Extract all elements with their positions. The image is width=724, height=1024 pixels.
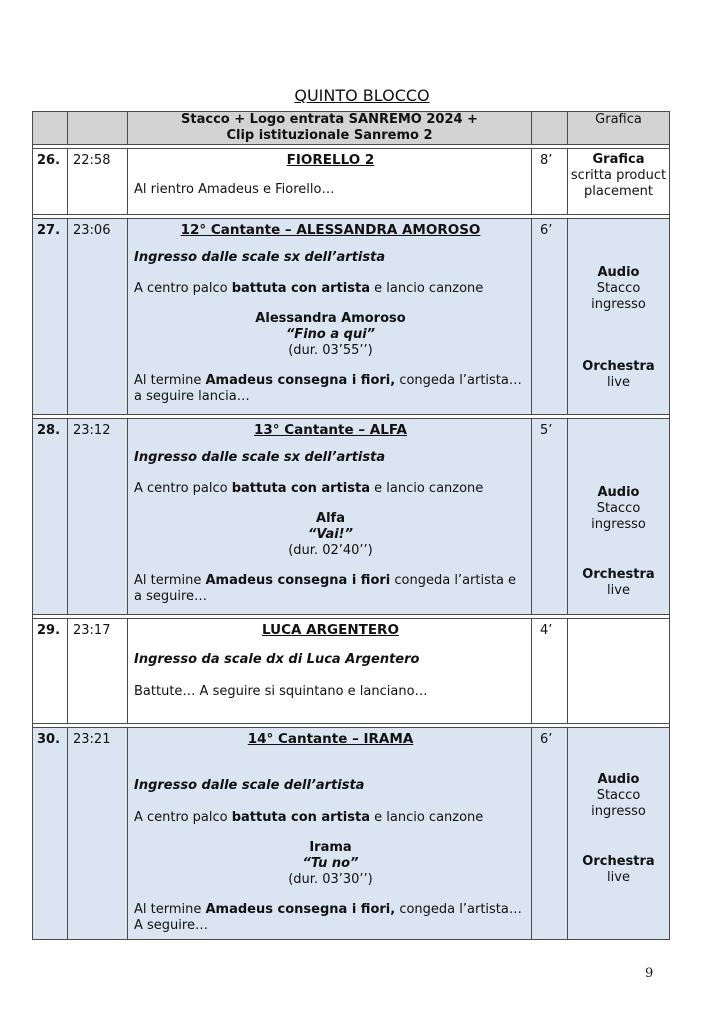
table-row	[33, 219, 670, 415]
row-number: 30.	[33, 728, 68, 940]
audio-sub: Stacco ingresso	[591, 281, 646, 312]
block-title: QUINTO BLOCCO	[294, 86, 430, 105]
song-title: “Fino a qui”	[285, 327, 376, 342]
orchestra-sub: live	[607, 375, 630, 390]
row-side-notes	[568, 419, 670, 615]
row-time: 22:58	[68, 149, 128, 215]
row-side-notes	[568, 219, 670, 415]
row-content	[128, 219, 532, 415]
row-side-notes	[568, 728, 670, 940]
page-number: 9	[645, 966, 654, 981]
row-duration: 8’	[532, 149, 568, 215]
running-order-table	[32, 111, 670, 940]
row-number: 29.	[33, 619, 68, 724]
orchestra-sub: live	[607, 583, 630, 598]
song-title: “Vai!”	[308, 527, 353, 542]
header-line-2: Clip istituzionale Sanremo 2	[226, 128, 433, 143]
orchestra-label: Orchestra	[582, 359, 655, 374]
artist-name: Alessandra Amoroso	[255, 311, 406, 326]
row-time: 23:17	[68, 619, 128, 724]
header-empty-cell	[33, 112, 68, 145]
segment-title: 14° Cantante – IRAMA	[247, 731, 414, 747]
table-row	[33, 728, 670, 940]
row-time: 23:12	[68, 419, 128, 615]
closing-note: Al termine Amadeus consegna i fiori, congeda l’artista… a seguire lancia…	[134, 373, 522, 404]
entry-note: Ingresso dalle scale sx dell’artista	[134, 250, 386, 265]
header-grafica: Grafica	[568, 112, 670, 145]
orchestra-sub: live	[607, 870, 630, 885]
segment-title: FIORELLO 2	[286, 152, 375, 168]
row-content	[128, 149, 532, 215]
row-side-empty	[568, 619, 670, 724]
segment-title: LUCA ARGENTERO	[262, 622, 399, 638]
song-duration: (dur. 03’30’’)	[288, 872, 373, 887]
song-duration: (dur. 02’40’’)	[288, 543, 373, 558]
row-duration: 5’	[532, 419, 568, 615]
orchestra-label: Orchestra	[582, 567, 655, 582]
stage-note: A centro palco battuta con artista e lancio canzone	[134, 481, 484, 496]
header-empty-cell	[68, 112, 128, 145]
table-header-row	[33, 112, 670, 145]
closing-note: Al termine Amadeus consegna i fiori congeda l’artista e a seguire…	[134, 573, 517, 604]
row-content	[128, 619, 532, 724]
table-row	[33, 149, 670, 215]
segment-text: Al rientro Amadeus e Fiorello…	[134, 182, 335, 197]
segment-text: Battute… A seguire si squintano e lanciano…	[134, 684, 428, 699]
row-time: 23:21	[68, 728, 128, 940]
stage-note: A centro palco battuta con artista e lancio canzone	[134, 281, 484, 296]
segment-title: 13° Cantante – ALFA	[254, 422, 407, 438]
song-duration: (dur. 03’55’’)	[288, 343, 373, 358]
row-duration: 6’	[532, 219, 568, 415]
row-duration: 6’	[532, 728, 568, 940]
entry-note: Ingresso dalle scale sx dell’artista	[134, 450, 386, 465]
closing-note: Al termine Amadeus consegna i fiori, congeda l’artista… A seguire…	[134, 902, 522, 933]
orchestra-label: Orchestra	[582, 854, 655, 869]
row-time: 23:06	[68, 219, 128, 415]
table-row	[33, 619, 670, 724]
row-number: 28.	[33, 419, 68, 615]
stage-note: A centro palco battuta con artista e lancio canzone	[134, 810, 484, 825]
artist-name: Irama	[309, 840, 352, 855]
row-content	[128, 419, 532, 615]
row-duration: 4’	[532, 619, 568, 724]
row-side-notes	[568, 149, 670, 215]
header-title-cell	[128, 112, 532, 145]
table-row	[33, 419, 670, 615]
row-content	[128, 728, 532, 940]
row-number: 26.	[33, 149, 68, 215]
header-empty-cell	[532, 112, 568, 145]
audio-label: Audio	[597, 265, 640, 280]
header-line-1: Stacco + Logo entrata SANREMO 2024 +	[181, 112, 478, 127]
side-sub: scritta product placement	[570, 168, 667, 199]
entry-note: Ingresso dalle scale dell’artista	[134, 778, 365, 793]
audio-sub: Stacco ingresso	[591, 788, 646, 819]
audio-label: Audio	[597, 772, 640, 787]
row-number: 27.	[33, 219, 68, 415]
audio-sub: Stacco ingresso	[591, 501, 646, 532]
entry-note: Ingresso da scale dx di Luca Argentero	[134, 652, 420, 667]
song-title: “Tu no”	[302, 856, 359, 871]
audio-label: Audio	[597, 485, 640, 500]
side-label: Grafica	[592, 152, 645, 167]
segment-title: 12° Cantante – ALESSANDRA AMOROSO	[180, 222, 481, 238]
artist-name: Alfa	[316, 511, 345, 526]
